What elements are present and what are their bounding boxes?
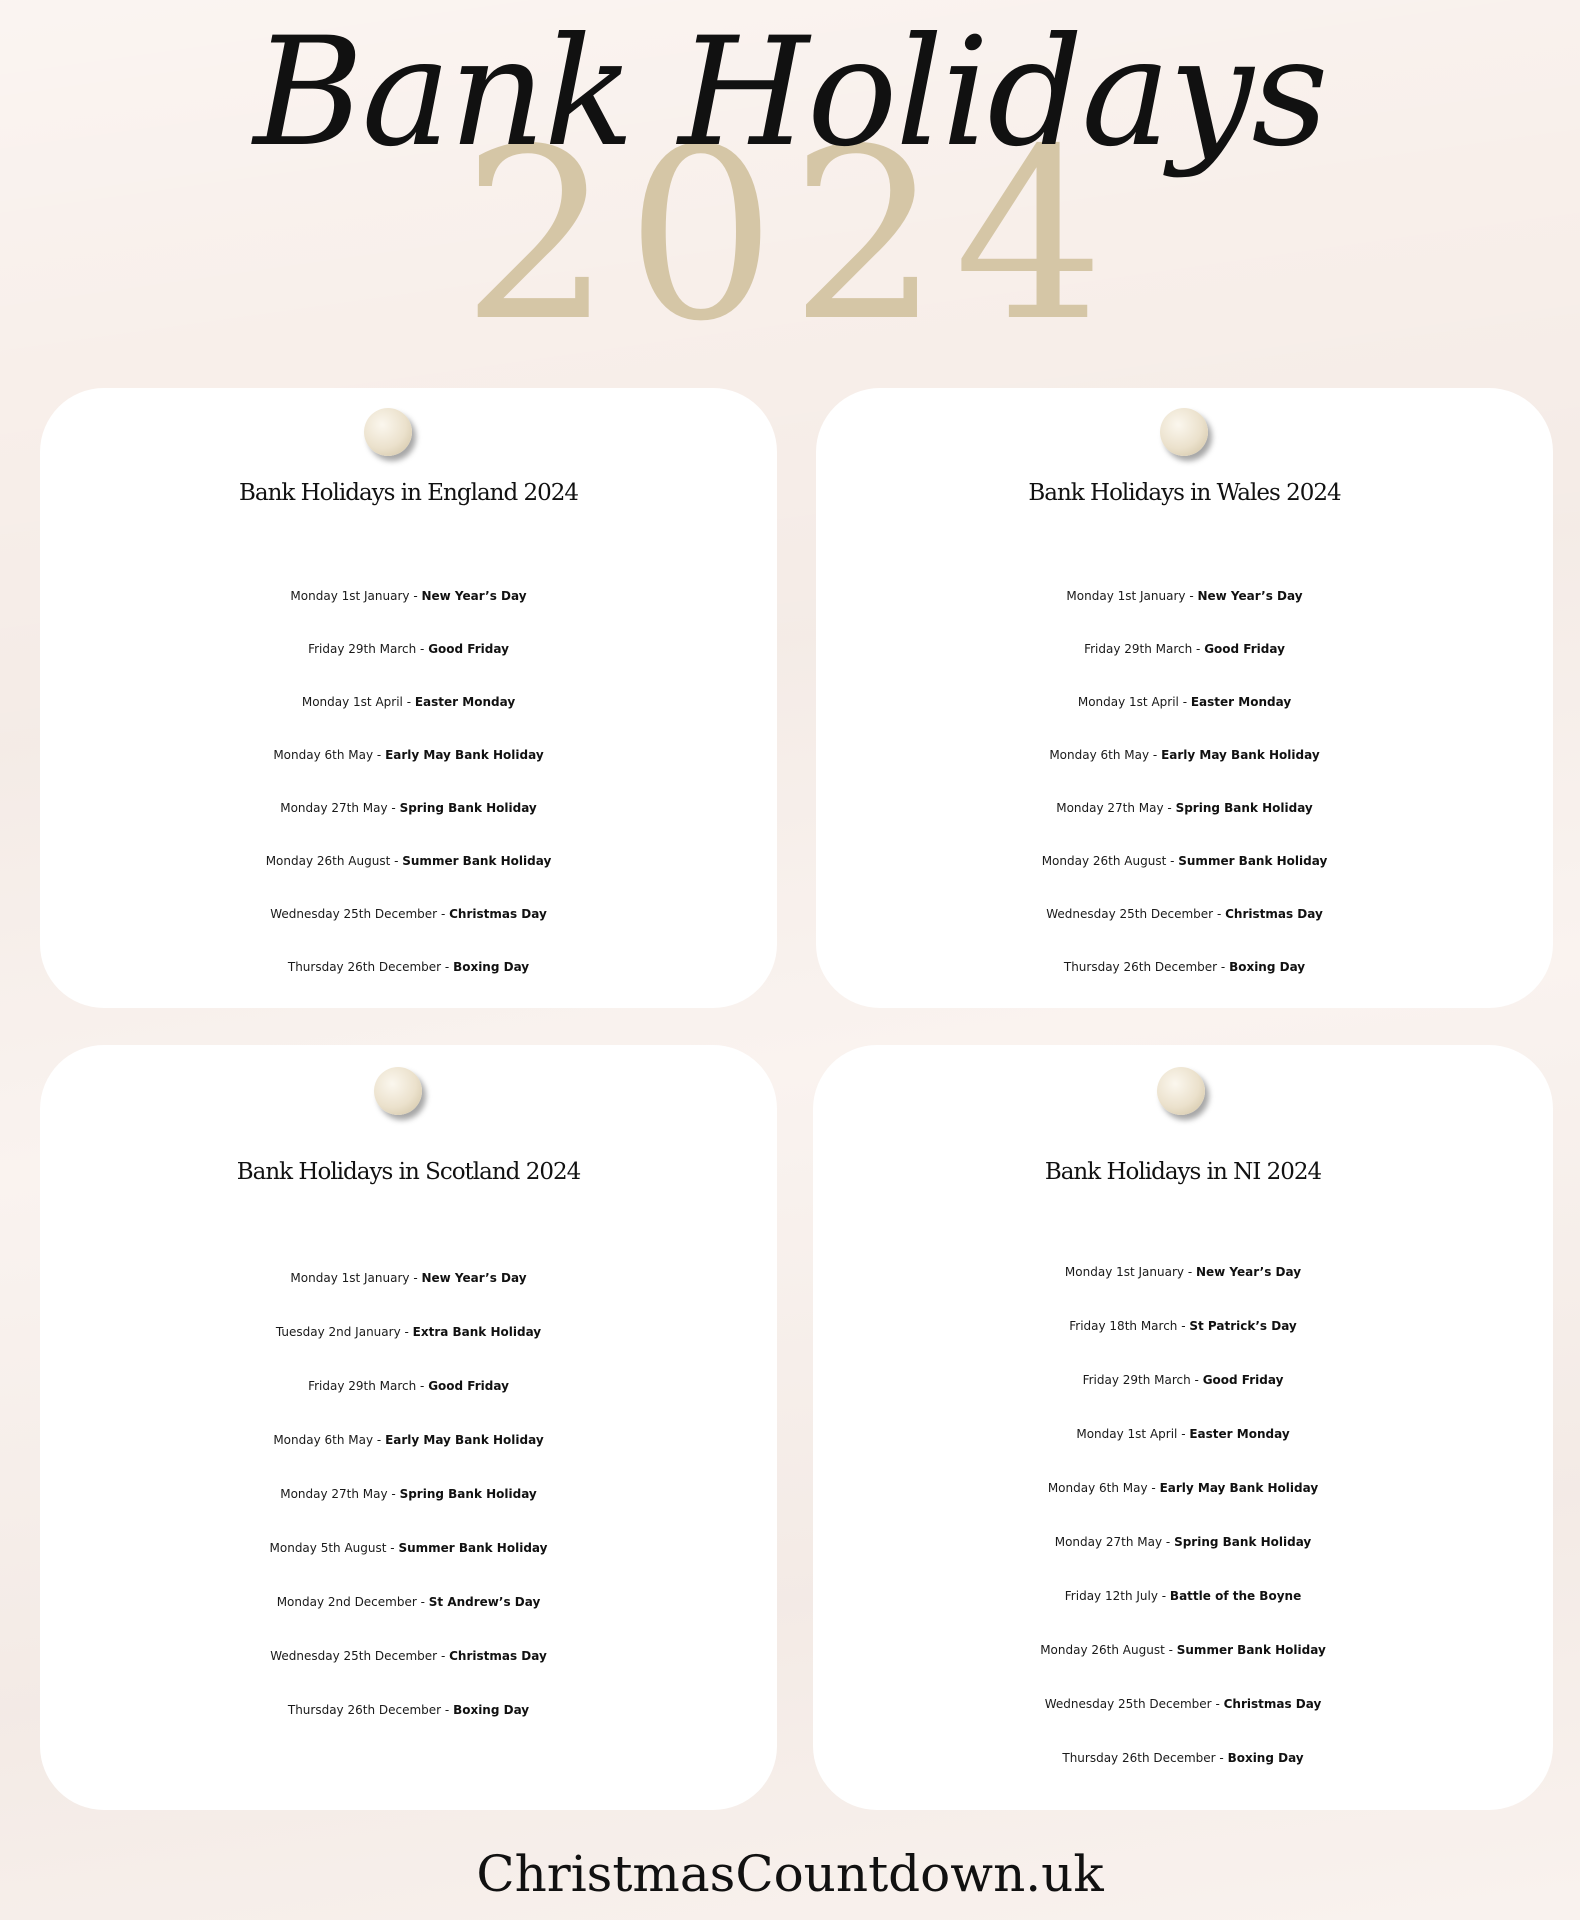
holiday-name: St Andrew’s Day	[428, 1595, 541, 1609]
holiday-row	[40, 1359, 777, 1413]
holiday-date: Monday 1st January	[290, 589, 410, 603]
holiday-date: Tuesday 2nd January	[275, 1325, 401, 1339]
separator: -	[1166, 854, 1179, 868]
holiday-row	[40, 1251, 777, 1305]
card-title: Bank Holidays in NI 2024	[1044, 1159, 1322, 1185]
holiday-name: Boxing Day	[1229, 960, 1306, 974]
separator: -	[1217, 960, 1230, 974]
holiday-date: Monday 1st January	[1066, 589, 1186, 603]
card-title: Bank Holidays in England 2024	[238, 480, 579, 506]
holiday-list	[40, 570, 777, 994]
separator: -	[1178, 695, 1191, 709]
holiday-name: Christmas Day	[1223, 1697, 1322, 1711]
holiday-name: New Year’s Day	[1195, 1265, 1302, 1279]
holiday-row	[813, 1353, 1553, 1407]
holiday-name: Boxing Day	[453, 1703, 530, 1717]
holiday-row	[40, 1305, 777, 1359]
holiday-row	[813, 1299, 1553, 1353]
holiday-date: Monday 26th August	[1041, 854, 1167, 868]
holiday-name: Good Friday	[428, 642, 509, 656]
holiday-name: Spring Bank Holiday	[399, 1487, 537, 1501]
holiday-date: Monday 26th August	[265, 854, 391, 868]
pin-icon	[1157, 1067, 1205, 1115]
holiday-name: Early May Bank Holiday	[385, 748, 544, 762]
holiday-row	[816, 782, 1553, 835]
holiday-date: Monday 2nd December	[276, 1595, 417, 1609]
separator: -	[1157, 1589, 1170, 1603]
holiday-row	[816, 835, 1553, 888]
holiday-date: Wednesday 25th December	[1046, 907, 1214, 921]
holiday-list	[40, 1251, 777, 1737]
holiday-date: Monday 1st April	[1077, 695, 1179, 709]
separator: -	[1190, 1373, 1203, 1387]
holiday-row	[40, 782, 777, 835]
holiday-date: Monday 1st April	[1076, 1427, 1178, 1441]
holiday-name: Good Friday	[1204, 642, 1285, 656]
holiday-row	[40, 1683, 777, 1737]
separator: -	[1184, 1265, 1196, 1279]
holiday-name: Summer Bank Holiday	[1178, 854, 1328, 868]
separator: -	[437, 907, 450, 921]
holiday-name: Spring Bank Holiday	[1175, 801, 1313, 815]
separator: -	[416, 642, 429, 656]
holiday-row	[40, 941, 777, 994]
holiday-row	[813, 1677, 1553, 1731]
holiday-date: Monday 6th May	[273, 748, 374, 762]
holiday-row	[813, 1515, 1553, 1569]
holiday-name: Extra Bank Holiday	[412, 1325, 542, 1339]
separator: -	[441, 1703, 454, 1717]
holiday-row	[813, 1245, 1553, 1299]
separator: -	[1215, 1751, 1228, 1765]
holiday-name: Summer Bank Holiday	[1176, 1643, 1326, 1657]
holiday-row	[40, 1413, 777, 1467]
card-england	[40, 388, 777, 1008]
holiday-date: Monday 27th May	[280, 1487, 388, 1501]
holiday-row	[40, 623, 777, 676]
holiday-date: Monday 6th May	[273, 1433, 374, 1447]
holiday-name: Christmas Day	[449, 907, 547, 921]
holiday-row	[40, 1575, 777, 1629]
holiday-date: Friday 18th March	[1069, 1319, 1178, 1333]
holiday-date: Thursday 26th December	[287, 960, 442, 974]
holiday-row	[40, 1521, 777, 1575]
pin-icon	[1160, 408, 1208, 456]
holiday-row	[813, 1407, 1553, 1461]
separator: -	[409, 589, 422, 603]
holiday-name: Summer Bank Holiday	[398, 1541, 548, 1555]
separator: -	[390, 854, 403, 868]
holiday-name: Summer Bank Holiday	[402, 854, 552, 868]
holiday-name: Easter Monday	[1189, 1427, 1290, 1441]
holiday-name: Early May Bank Holiday	[385, 1433, 544, 1447]
holiday-row	[40, 570, 777, 623]
holiday-row	[816, 729, 1553, 782]
separator: -	[386, 1541, 399, 1555]
holiday-name: Early May Bank Holiday	[1161, 748, 1320, 762]
separator: -	[1147, 1481, 1160, 1495]
pin-icon	[374, 1067, 422, 1115]
separator: -	[1163, 801, 1176, 815]
holiday-date: Wednesday 25th December	[270, 907, 438, 921]
card-ni	[813, 1045, 1553, 1810]
separator: -	[1192, 642, 1205, 656]
separator: -	[387, 801, 400, 815]
holiday-date: Monday 5th August	[269, 1541, 387, 1555]
separator: -	[409, 1271, 422, 1285]
holiday-name: St Patrick’s Day	[1189, 1319, 1297, 1333]
separator: -	[400, 1325, 413, 1339]
separator: -	[441, 960, 454, 974]
holiday-date: Friday 29th March	[1082, 1373, 1191, 1387]
separator: -	[1185, 589, 1198, 603]
separator: -	[437, 1649, 450, 1663]
footer-site-name: ChristmasCountdown.uk	[476, 1845, 1104, 1903]
holiday-date: Friday 12th July	[1064, 1589, 1158, 1603]
holiday-name: Spring Bank Holiday	[399, 801, 537, 815]
holiday-row	[40, 888, 777, 941]
separator: -	[373, 1433, 386, 1447]
holiday-row	[40, 1467, 777, 1521]
holiday-name: Easter Monday	[1190, 695, 1292, 709]
card-scotland	[40, 1045, 777, 1810]
holiday-row	[40, 835, 777, 888]
separator: -	[1177, 1427, 1190, 1441]
holiday-row	[40, 1629, 777, 1683]
holiday-date: Monday 27th May	[280, 801, 388, 815]
holiday-date: Monday 6th May	[1049, 748, 1150, 762]
holiday-row	[816, 888, 1553, 941]
holiday-name: Spring Bank Holiday	[1174, 1535, 1312, 1549]
separator: -	[402, 695, 415, 709]
holiday-row	[813, 1461, 1553, 1515]
holiday-name: New Year’s Day	[421, 589, 527, 603]
card-wales	[816, 388, 1553, 1008]
holiday-row	[813, 1623, 1553, 1677]
holiday-date: Friday 29th March	[1084, 642, 1193, 656]
holiday-row	[816, 623, 1553, 676]
page-header	[0, 0, 1580, 380]
separator: -	[373, 748, 386, 762]
card-title: Bank Holidays in Wales 2024	[1028, 480, 1341, 506]
holiday-date: Thursday 26th December	[1063, 960, 1218, 974]
holiday-row	[816, 570, 1553, 623]
holiday-date: Monday 27th May	[1054, 1535, 1163, 1549]
separator: -	[1162, 1535, 1175, 1549]
card-title: Bank Holidays in Scotland 2024	[236, 1159, 581, 1185]
holiday-list	[816, 570, 1553, 994]
separator: -	[1149, 748, 1162, 762]
holiday-date: Monday 1st January	[1064, 1265, 1185, 1279]
separator: -	[416, 1595, 429, 1609]
holiday-date: Monday 1st April	[301, 695, 403, 709]
holiday-row	[40, 676, 777, 729]
holiday-name: Boxing Day	[453, 960, 530, 974]
header-year: 2024	[461, 98, 1119, 373]
holiday-name: Battle of the Boyne	[1169, 1589, 1302, 1603]
holiday-date: Friday 29th March	[308, 1379, 417, 1393]
holiday-name: Christmas Day	[449, 1649, 547, 1663]
separator: -	[1164, 1643, 1177, 1657]
holiday-row	[816, 941, 1553, 994]
holiday-row	[816, 676, 1553, 729]
holiday-date: Monday 27th May	[1056, 801, 1164, 815]
holiday-name: Easter Monday	[414, 695, 516, 709]
holiday-date: Wednesday 25th December	[270, 1649, 438, 1663]
holiday-date: Monday 6th May	[1047, 1481, 1148, 1495]
holiday-name: New Year’s Day	[421, 1271, 527, 1285]
holiday-date: Thursday 26th December	[1062, 1751, 1216, 1765]
holiday-date: Friday 29th March	[308, 642, 417, 656]
holiday-name: Good Friday	[1202, 1373, 1284, 1387]
separator: -	[1177, 1319, 1190, 1333]
holiday-date: Wednesday 25th December	[1044, 1697, 1212, 1711]
holiday-name: Good Friday	[428, 1379, 509, 1393]
holiday-name: Early May Bank Holiday	[1159, 1481, 1319, 1495]
separator: -	[387, 1487, 400, 1501]
holiday-row	[40, 729, 777, 782]
separator: -	[1213, 907, 1226, 921]
holiday-row	[813, 1731, 1553, 1785]
separator: -	[416, 1379, 429, 1393]
pin-icon	[364, 408, 412, 456]
holiday-row	[813, 1569, 1553, 1623]
holiday-date: Monday 26th August	[1040, 1643, 1165, 1657]
holiday-date: Thursday 26th December	[287, 1703, 442, 1717]
holiday-name: Christmas Day	[1225, 907, 1323, 921]
separator: -	[1211, 1697, 1224, 1711]
holiday-list	[813, 1245, 1553, 1785]
holiday-date: Monday 1st January	[290, 1271, 410, 1285]
holiday-name: New Year’s Day	[1197, 589, 1303, 603]
header-script-title: Bank Holidays	[253, 6, 1327, 180]
holiday-name: Boxing Day	[1227, 1751, 1304, 1765]
